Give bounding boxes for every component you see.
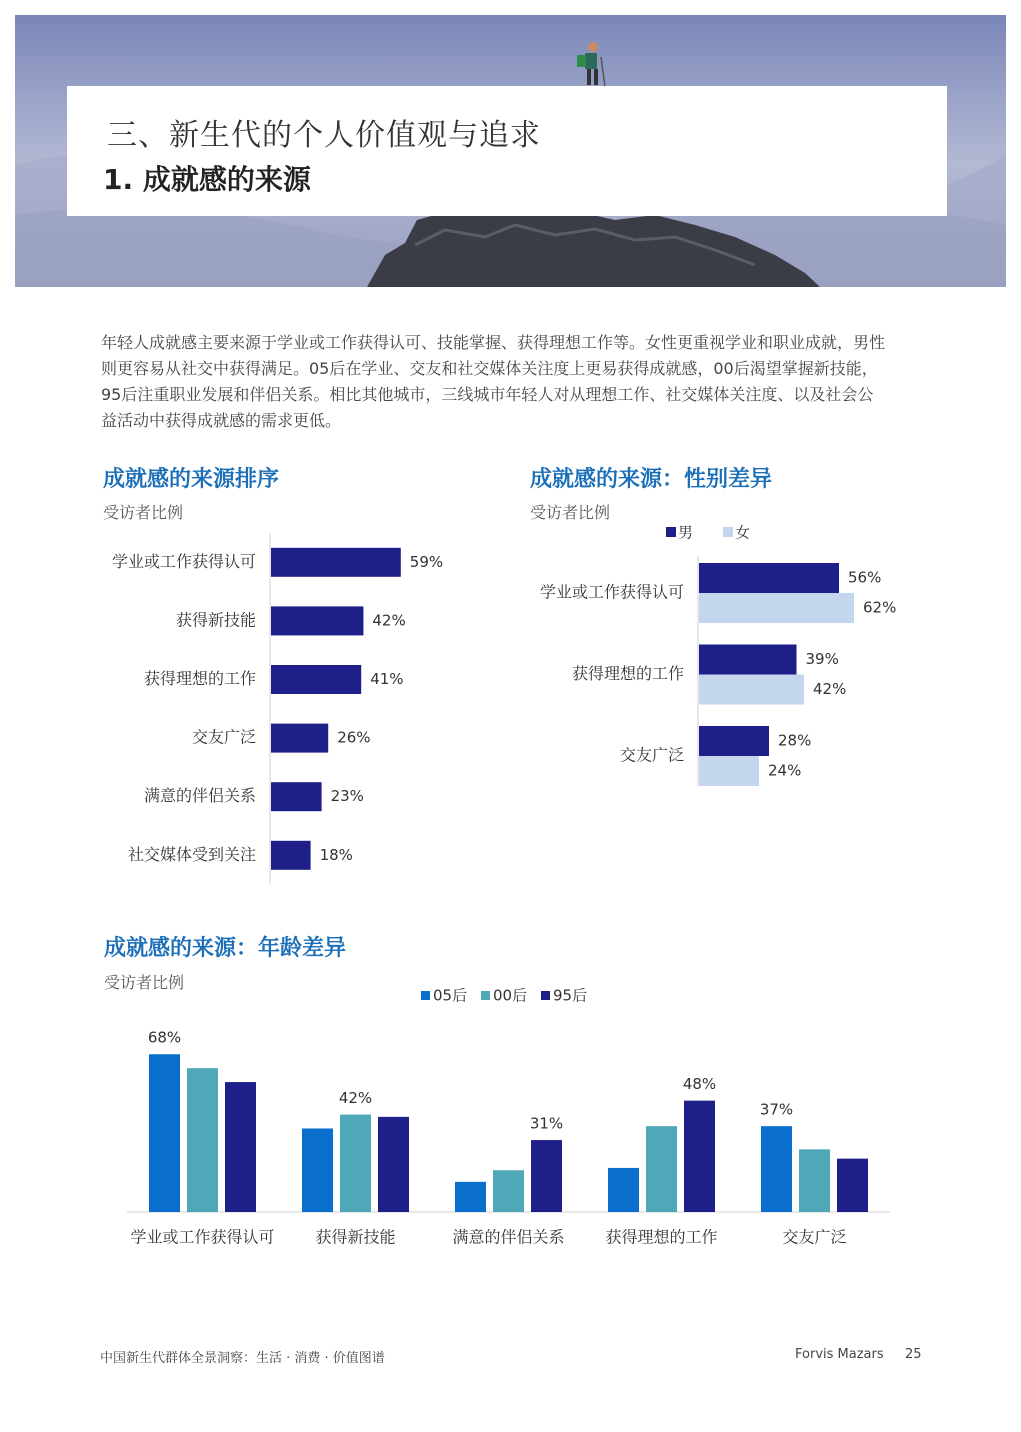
legend-label-male: 男 (678, 523, 694, 542)
chart2-value-label: 24% (768, 761, 802, 780)
chart3-category-label: 获得新技能 (315, 1227, 396, 1247)
chart3-data-label: 42% (338, 1089, 373, 1108)
chart2-value-label: 62% (863, 598, 897, 617)
intro-line: 则更容易从社交中获得满足。05后在学业、交友和社交媒体关注度上更易获得成就感，00后渴望掌握新技能， (101, 359, 878, 378)
chart3-bar (302, 1128, 333, 1212)
intro-line: 益活动中获得成就感的需求更低。 (101, 411, 342, 430)
section-title: 三、新生代的个人价值观与追求 (107, 118, 541, 153)
chart3-category-label: 满意的伴侣关系 (452, 1227, 565, 1247)
chart2-value-label: 28% (778, 731, 812, 750)
chart3-data-label: 68% (147, 1028, 182, 1047)
footer-brand: Forvis Mazars (795, 1347, 884, 1362)
legend-label-95后: 95后 (553, 986, 588, 1005)
chart3-data-label: 48% (682, 1075, 717, 1094)
chart3-data-label: 37% (759, 1100, 794, 1119)
chart3-category-label: 交友广泛 (782, 1227, 847, 1247)
footer-report-title: 中国新生代群体全景洞察：生活 · 消费 · 价值图谱 (100, 1351, 385, 1366)
chart3-bar (761, 1126, 792, 1212)
chart3-bar (340, 1115, 371, 1212)
chart1-subtitle: 受访者比例 (103, 503, 184, 522)
chart3-bar (493, 1170, 524, 1212)
legend-label-female: 女 (735, 523, 751, 542)
chart1-category-label: 获得新技能 (175, 610, 256, 630)
chart3-bar (455, 1182, 486, 1212)
chart1-category-label: 学业或工作获得认可 (111, 551, 256, 571)
chart3-bar (149, 1054, 180, 1212)
chart2-value-label: 42% (813, 680, 847, 698)
chart1-category-label: 交友广泛 (191, 727, 256, 747)
legend-swatch-00后 (481, 991, 490, 1000)
chart1-value-label: 18% (319, 845, 353, 864)
chart3-category-label: 获得理想的工作 (605, 1227, 718, 1247)
chart3-category-label: 学业或工作获得认可 (130, 1227, 275, 1247)
chart3-bar (608, 1168, 639, 1212)
chart1-category-label: 社交媒体受到关注 (127, 844, 256, 864)
legend-swatch-95后 (541, 991, 550, 1000)
chart1-value-label: 41% (370, 670, 404, 688)
footer-page-number: 25 (905, 1347, 922, 1362)
chart3-bar (684, 1101, 715, 1212)
chart3-title: 成就感的来源：年龄差异 (104, 936, 347, 961)
chart1-value-label: 42% (372, 611, 406, 630)
chart3-bar (187, 1068, 218, 1212)
chart2-value-label: 56% (848, 568, 882, 587)
chart1-title: 成就感的来源排序 (103, 467, 280, 492)
intro-line: 95后注重职业发展和伴侣关系。相比其他城市，三线城市年轻人对从理想工作、社交媒体关注度、以及社会公 (101, 385, 874, 404)
chart3-data-label: 31% (529, 1114, 564, 1133)
legend-label-00后: 00后 (493, 986, 528, 1005)
chart3-bar (646, 1126, 677, 1212)
chart1-category-label: 满意的伴侣关系 (143, 786, 256, 806)
chart3-bar (837, 1159, 868, 1212)
chart2-category-label: 获得理想的工作 (571, 664, 684, 683)
chart2-category-label: 学业或工作获得认可 (539, 582, 684, 602)
chart3-subtitle: 受访者比例 (104, 973, 185, 992)
chart1-value-label: 23% (330, 787, 364, 806)
chart1-category-label: 获得理想的工作 (143, 669, 256, 688)
subsection-title: 1. 成就感的来源 (103, 163, 311, 196)
chart2-category-label: 交友广泛 (619, 745, 684, 765)
chart1-value-label: 59% (409, 552, 444, 571)
chart3-bar (799, 1149, 830, 1212)
chart2-value-label: 39% (805, 650, 839, 668)
chart3-bar (225, 1082, 256, 1212)
chart2-title: 成就感的来源：性别差异 (530, 467, 773, 492)
legend-swatch-05后 (421, 991, 430, 1000)
chart3-bar (531, 1140, 562, 1212)
intro-line: 年轻人成就感主要来源于学业或工作获得认可、技能掌握、获得理想工作等。女性更重视学业和职业成就，男性 (101, 333, 886, 352)
chart1-value-label: 26% (337, 728, 371, 747)
chart2-subtitle: 受访者比例 (530, 503, 611, 522)
chart3-bar (378, 1117, 409, 1212)
legend-label-05后: 05后 (433, 986, 468, 1005)
